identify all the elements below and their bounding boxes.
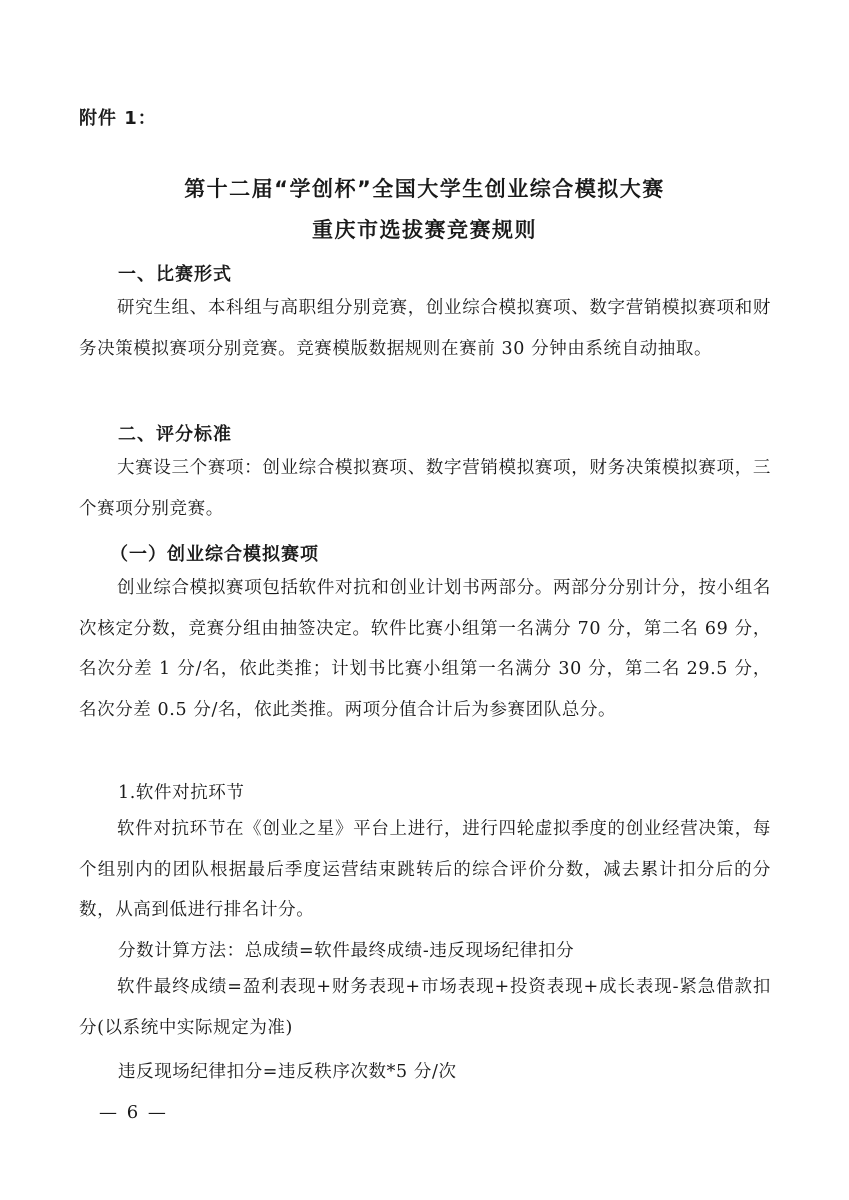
item-1-title: 1.软件对抗环节	[118, 783, 245, 803]
formula-discipline-deduction: 违反现场纪律扣分=违反秩序次数*5 分/次	[118, 1062, 457, 1082]
formula-software-score: 软件最终成绩=盈利表现+财务表现+市场表现+投资表现+成长表现-紧急借款扣分(以系统中实际规定为准)	[79, 977, 771, 1038]
page-number: — 6 —	[99, 1102, 168, 1123]
section-2-paragraph: 大赛设三个赛项：创业综合模拟赛项、数字营销模拟赛项，财务决策模拟赛项，三个赛项分别竞赛。	[79, 458, 771, 519]
formula-total-score: 分数计算方法：总成绩=软件最终成绩-违反现场纪律扣分	[118, 941, 575, 961]
section-2-heading: 二、评分标准	[118, 424, 232, 445]
attachment-label: 附件 1：	[79, 108, 157, 129]
document-title-line2: 重庆市选拔赛竞赛规则	[312, 218, 537, 242]
document-title-line1: 第十二届“学创杯”全国大学生创业综合模拟大赛	[184, 177, 665, 201]
section-1-paragraph: 研究生组、本科组与高职组分别竞赛，创业综合模拟赛项、数字营销模拟赛项和财务决策模拟赛项分别竞赛。竞赛模版数据规则在赛前 30 分钟由系统自动抽取。	[79, 298, 771, 359]
section-1-heading: 一、比赛形式	[118, 264, 232, 285]
subsection-1-paragraph: 创业综合模拟赛项包括软件对抗和创业计划书两部分。两部分分别计分，按小组名次核定分数，竞赛分组由抽签决定。软件比赛小组第一名满分 70 分，第二名 69 分，名次分差 1 分/名，依此类推；计划书比赛小组第一名满分 30 分，第二名 29.5 分，名次分差 0.5 分/名，依此类推。两项分值合计后为参赛团队总分。	[79, 578, 771, 720]
subsection-1-heading: （一）创业综合模拟赛项	[110, 544, 319, 565]
item-1-paragraph: 软件对抗环节在《创业之星》平台上进行，进行四轮虚拟季度的创业经营决策，每个组别内的团队根据最后季度运营结束跳转后的综合评价分数，减去累计扣分后的分数，从高到低进行排名计分。	[79, 819, 771, 921]
